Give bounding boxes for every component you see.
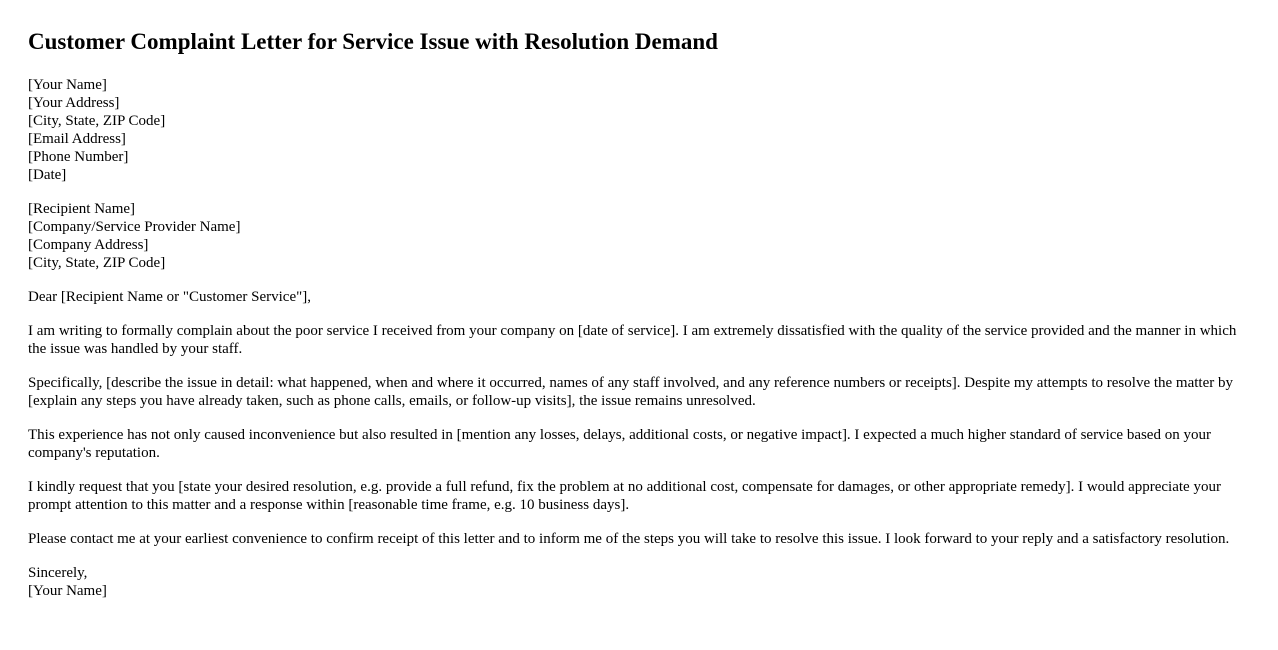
sender-name: [Your Name]: [28, 77, 107, 93]
sender-phone: [Phone Number]: [28, 149, 129, 165]
salutation: Dear [Recipient Name or "Customer Service"],: [28, 289, 311, 305]
body-paragraph-request: I kindly request that you [state your desired resolution, e.g. provide a full refund, fix the problem at no additional cost, compensate for damages, or other appropriate remedy]. I would appreciate your prompt attention to this matter and a response within [reasonable time frame, e.g. 10 business days].: [28, 479, 1221, 513]
body-paragraph-impact: This experience has not only caused inconvenience but also resulted in [mention any losses, delays, additional costs, or negative impact]. I expected a much higher standard of service based on your company's reputation.: [28, 427, 1211, 461]
signature-name: [Your Name]: [28, 583, 107, 599]
letter-date: [Date]: [28, 167, 67, 183]
body-paragraph-closing: Please contact me at your earliest convenience to confirm receipt of this letter and to inform me of the steps you will take to resolve this issue. I look forward to your reply and a satisfactory resolution.: [28, 531, 1230, 547]
body-paragraph-details: Specifically, [describe the issue in detail: what happened, when and where it occurred, names of any staff involved, and any reference numbers or receipts]. Despite my attempts to resolve the matter by [explain any steps you have already taken, such as phone calls, emails, or follow-up visits], the issue remains unresolved.: [28, 375, 1233, 409]
recipient-city-state-zip: [City, State, ZIP Code]: [28, 255, 166, 271]
sender-email: [Email Address]: [28, 131, 126, 147]
sender-city-state-zip: [City, State, ZIP Code]: [28, 113, 166, 129]
body-paragraph-intro: I am writing to formally complain about the poor service I received from your company on [date of service]. I am extremely dissatisfied with the quality of the service provided and the manner in which the issue was handled by your staff.: [28, 323, 1237, 357]
sender-address-block: [28, 76, 1250, 184]
valediction: Sincerely,: [28, 565, 88, 581]
signature-block: [28, 564, 1250, 600]
sender-address: [Your Address]: [28, 95, 120, 111]
recipient-address-block: [28, 200, 1250, 272]
letter-title: Customer Complaint Letter for Service Issue with Resolution Demand: [28, 29, 718, 54]
recipient-company: [Company/Service Provider Name]: [28, 219, 241, 235]
recipient-name: [Recipient Name]: [28, 201, 136, 217]
recipient-address: [Company Address]: [28, 237, 149, 253]
